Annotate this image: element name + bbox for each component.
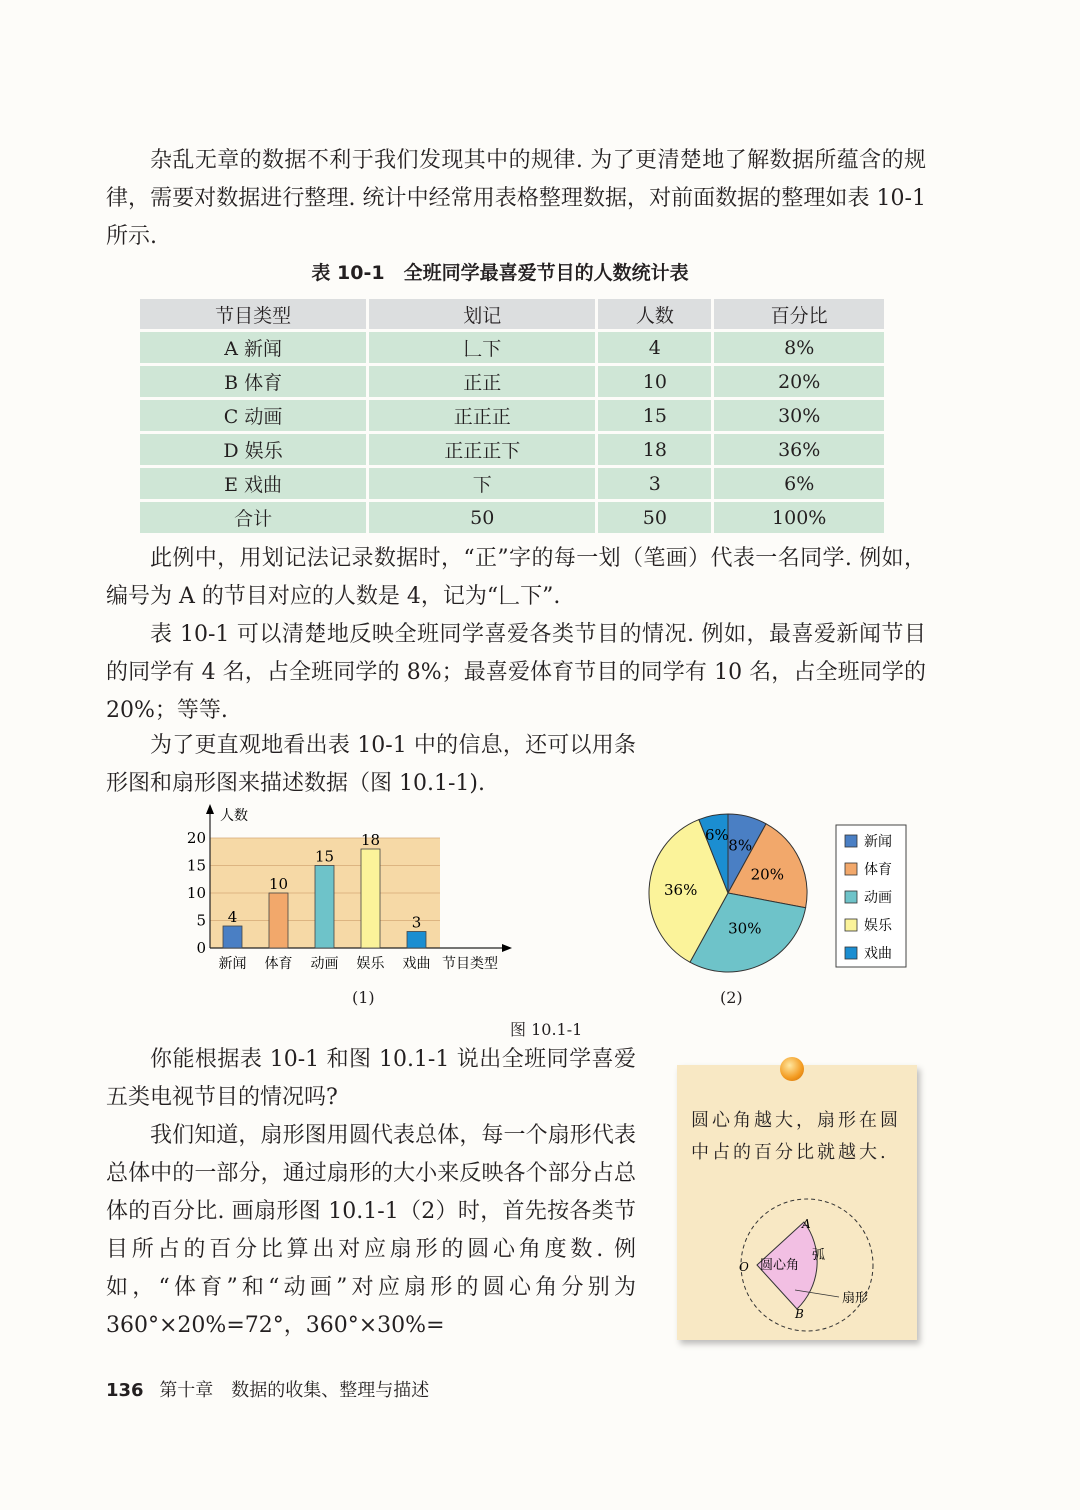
pie-legend — [836, 825, 906, 967]
table-cell: 18 — [598, 434, 711, 465]
y-tick-label: 20 — [186, 829, 206, 847]
figure-caption: 图 10.1-1 — [510, 1020, 583, 1039]
table-cell: 50 — [369, 502, 595, 533]
pie-slice-label: 6% — [704, 825, 729, 844]
note-text: 圆心角越大，扇形在圆中占的百分比就越大. — [691, 1110, 901, 1163]
page-footer — [106, 1376, 429, 1402]
y-tick-label: 5 — [196, 911, 206, 930]
table-cell: 下 — [369, 468, 595, 499]
x-axis-arrow — [502, 944, 512, 952]
y-axis-arrow — [206, 804, 214, 814]
tally-explanation-paragraph: 此例中，用划记法记录数据时，“正”字的每一划（笔画）代表一名同学. 例如，编号为 A 的节目对应的人数是 4，记为“𠃊下”. — [106, 546, 926, 609]
x-tick-label: 娱乐 — [356, 956, 385, 972]
y-tick-label: 15 — [186, 856, 206, 875]
bar-value-label: 18 — [360, 831, 381, 849]
table-header-cell: 百分比 — [714, 299, 884, 329]
table-cell: D 娱乐 — [140, 434, 366, 465]
table-row — [140, 434, 884, 465]
table-cell: 正正正 — [369, 400, 595, 431]
table-cell: 8% — [714, 332, 884, 363]
legend-label: 新闻 — [864, 834, 892, 850]
bar-value-label: 10 — [268, 875, 289, 893]
bar-value-label: 3 — [411, 913, 422, 932]
table-cell: 合计 — [140, 502, 366, 533]
legend-label: 动画 — [864, 890, 892, 906]
table-cell: 50 — [598, 502, 711, 533]
table-cell: C 动画 — [140, 400, 366, 431]
bar-value-label: 15 — [314, 847, 335, 866]
table-cell: E 戏曲 — [140, 468, 366, 499]
y-axis-label: 人数 — [220, 808, 248, 824]
y-tick-label: 10 — [186, 884, 206, 902]
table-cell: 正正 — [369, 366, 595, 397]
table-total-row — [140, 502, 884, 533]
pie-chart-caption: (2) — [720, 988, 743, 1007]
pie-explanation-paragraph: 我们知道，扇形图用圆代表总体，每一个扇形代表总体中的一部分，通过扇形的大小来反映各个部分占总体的百分比. 画扇形图 10.1-1（2）时，首先按各类节目所占的百分比算出对应扇形的圆心角度数. 例如，“体育”和“动画”对应扇形的圆心角分别为 360°×20%=72°，360°×30%= — [106, 1123, 636, 1338]
x-tick-label: 体育 — [264, 956, 293, 972]
y-tick-label: 0 — [196, 939, 206, 957]
bar — [269, 893, 288, 948]
arc-label: 弧 — [812, 1248, 826, 1263]
x-tick-label: 戏曲 — [402, 956, 431, 972]
table-cell: 15 — [598, 400, 711, 431]
sticky-note — [677, 1065, 917, 1340]
table-header-cell: 节目类型 — [140, 299, 366, 329]
sector-label: 扇形 — [842, 1291, 869, 1306]
pie-slice-label: 36% — [664, 881, 698, 900]
table-cell: 100% — [714, 502, 884, 533]
sector-diagram — [677, 1065, 917, 1340]
legend-swatch — [845, 919, 857, 931]
table-header-cell: 划记 — [369, 299, 595, 329]
bar — [407, 932, 426, 949]
table-row — [140, 366, 884, 397]
pie-chart — [640, 805, 940, 975]
table-header-cell: 人数 — [598, 299, 711, 329]
pie-slice-label: 30% — [728, 919, 762, 938]
legend-label: 体育 — [864, 862, 892, 878]
table-cell: 30% — [714, 400, 884, 431]
x-axis-label: 节目类型 — [442, 956, 498, 972]
table-cell: 20% — [714, 366, 884, 397]
statistics-table — [137, 296, 887, 536]
bar-chart-caption: (1) — [352, 988, 375, 1007]
table-cell: 4 — [598, 332, 711, 363]
point-a-label: A — [802, 1217, 811, 1231]
pie-slice-label: 20% — [750, 865, 784, 884]
question-paragraph: 你能根据表 10-1 和图 10.1-1 说出全班同学喜爱五类电视节目的情况吗? — [106, 1047, 636, 1110]
angle-label: 圆心角 — [760, 1258, 800, 1273]
legend-swatch — [845, 863, 857, 875]
legend-swatch — [845, 891, 857, 903]
table-cell: 𠃊下 — [369, 332, 595, 363]
legend-label: 戏曲 — [864, 946, 892, 962]
point-b-label: B — [795, 1307, 804, 1321]
table-cell: 6% — [714, 468, 884, 499]
table-row — [140, 332, 884, 363]
table-cell: A 新闻 — [140, 332, 366, 363]
intro-paragraph: 杂乱无章的数据不利于我们发现其中的规律. 为了更清楚地了解数据所蕴含的规律，需要对数据进行整理. 统计中经常用表格整理数据，对前面数据的整理如表 10-1 所示. — [106, 148, 926, 249]
bar-chart — [180, 800, 540, 980]
x-tick-label: 动画 — [310, 956, 339, 972]
table-cell: B 体育 — [140, 366, 366, 397]
bar — [223, 926, 242, 948]
bar-value-label: 4 — [227, 908, 238, 926]
table-cell: 正正正下 — [369, 434, 595, 465]
table-cell: 3 — [598, 468, 711, 499]
chart-intro-paragraph: 为了更直观地看出表 10-1 中的信息，还可以用条形图和扇形图来描述数据（图 10.1-1). — [106, 733, 636, 796]
table-row — [140, 400, 884, 431]
table-header-row — [140, 299, 884, 329]
page-number: 136 — [106, 1380, 144, 1401]
table-reading-paragraph: 表 10-1 可以清楚地反映全班同学喜爱各类节目的情况. 例如，最喜爱新闻节目的同学有 4 名，占全班同学的 8%；最喜爱体育节目的同学有 10 名，占全班同学的 20%；等等. — [106, 622, 926, 723]
table-caption: 表 10-1 全班同学最喜爱节目的人数统计表 — [311, 262, 689, 284]
center-label: O — [739, 1260, 749, 1274]
table-cell: 10 — [598, 366, 711, 397]
chapter-title: 第十章 数据的收集、整理与描述 — [159, 1380, 430, 1401]
x-tick-label: 新闻 — [218, 956, 247, 972]
bar — [315, 866, 334, 949]
legend-swatch — [845, 947, 857, 959]
table-cell: 36% — [714, 434, 884, 465]
legend-label: 娱乐 — [864, 918, 892, 934]
pie-slice-label: 8% — [728, 836, 753, 855]
table-row — [140, 468, 884, 499]
legend-swatch — [845, 835, 857, 847]
bar — [361, 849, 380, 948]
